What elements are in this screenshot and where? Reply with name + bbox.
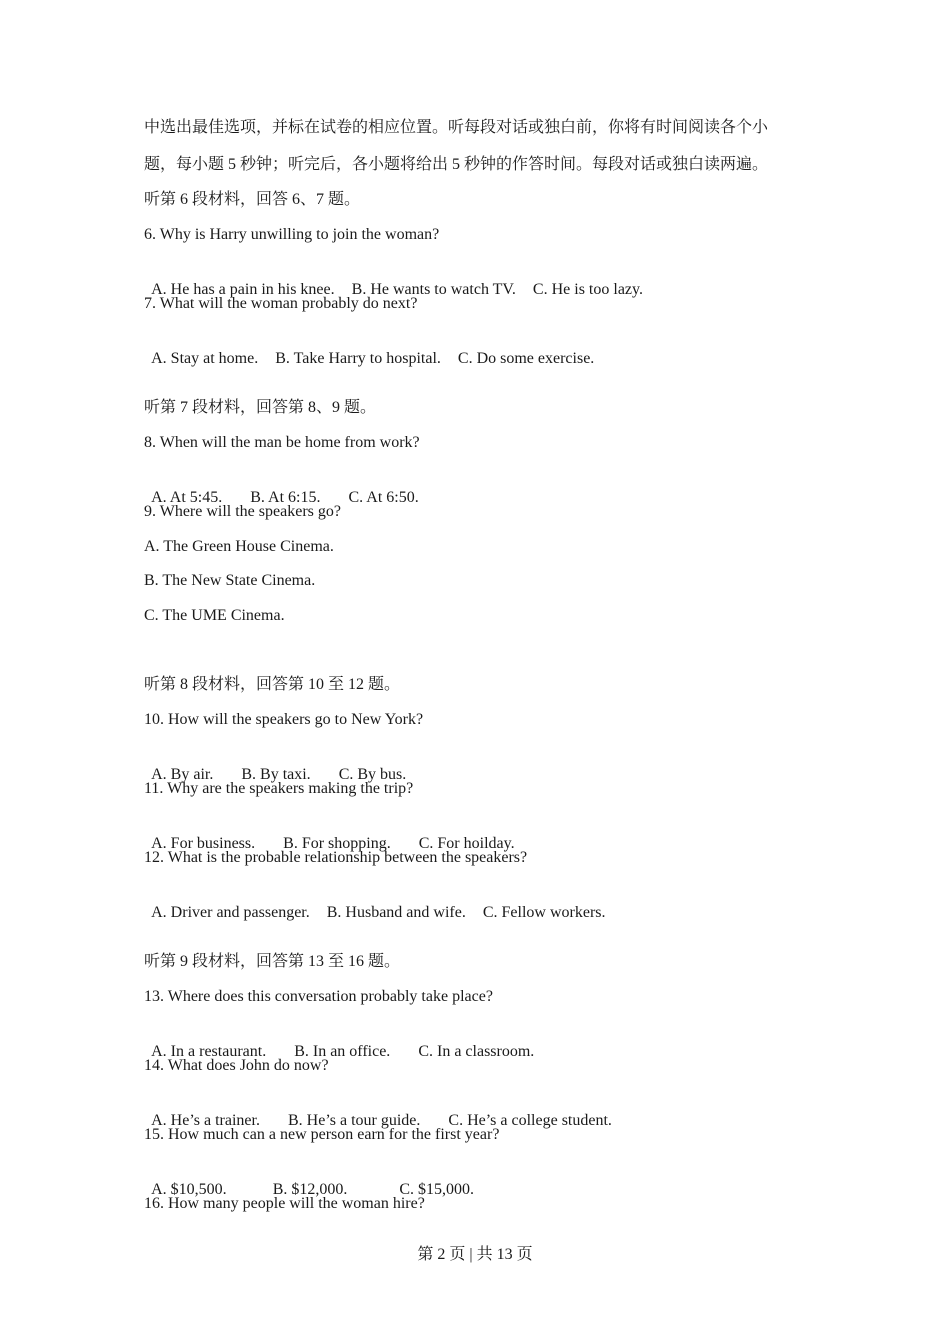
option-b: B. Husband and wife. (326, 904, 466, 921)
option-b: B. He wants to watch TV. (351, 281, 516, 298)
option-a: A. At 5:45. (151, 489, 223, 506)
question-text: 8. When will the man be home from work? (144, 434, 420, 451)
option-c: C. Fellow workers. (482, 904, 606, 921)
question-text: 12. What is the probable relationship between the speakers? (144, 849, 528, 866)
option-a: A. For business. (151, 835, 256, 852)
option-c: C. He is too lazy. (532, 281, 643, 298)
question-text: 13. Where does this conversation probably take place? (144, 988, 493, 1005)
option-b: B. $12,000. (272, 1181, 348, 1198)
question-text: 6. Why is Harry unwilling to join the woman? (144, 226, 440, 243)
instructions-line-1: 中选出最佳选项，并标在试卷的相应位置。听每段对话或独白前，你将有时间阅读各个小 (144, 119, 769, 136)
question-text: 14. What does John do now? (144, 1057, 329, 1074)
question-text: 10. How will the speakers go to New York? (144, 711, 424, 728)
option-c: C. The UME Cinema. (144, 607, 285, 624)
option-b: B. For shopping. (283, 835, 391, 852)
section-heading: 听第 7 段材料，回答第 8、9 题。 (144, 399, 377, 416)
option-a: A. By air. (151, 766, 214, 783)
option-c: C. At 6:50. (348, 489, 419, 506)
option-c: C. Do some exercise. (457, 350, 595, 367)
option-a: A. Driver and passenger. (151, 904, 310, 921)
options-row (144, 329, 594, 369)
option-a: A. In a restaurant. (151, 1043, 267, 1060)
option-c: C. He’s a college student. (448, 1112, 612, 1129)
section-heading: 听第 9 段材料，回答第 13 至 16 题。 (144, 953, 401, 970)
option-a: A. He’s a trainer. (151, 1112, 260, 1129)
options-row (144, 883, 606, 923)
question-text: 11. Why are the speakers making the trip? (144, 780, 414, 797)
section-heading: 听第 8 段材料，回答第 10 至 12 题。 (144, 676, 401, 693)
question-text: 7. What will the woman probably do next? (144, 295, 418, 312)
option-c: C. By bus. (338, 766, 407, 783)
option-b: B. In an office. (294, 1043, 391, 1060)
question-text: 16. How many people will the woman hire? (144, 1195, 425, 1212)
question-text: 15. How much can a new person earn for the first year? (144, 1126, 500, 1143)
section-heading: 听第 6 段材料，回答 6、7 题。 (144, 191, 361, 208)
option-a: A. Stay at home. (151, 350, 259, 367)
option-a: A. The Green House Cinema. (144, 538, 334, 555)
option-c: C. In a classroom. (418, 1043, 535, 1060)
page-footer: 第 2 页 | 共 13 页 (417, 1246, 533, 1263)
option-c: C. $15,000. (399, 1181, 475, 1198)
option-b: B. By taxi. (241, 766, 311, 783)
option-b: B. Take Harry to hospital. (275, 350, 441, 367)
option-b: B. He’s a tour guide. (287, 1112, 421, 1129)
option-b: B. At 6:15. (250, 489, 321, 506)
option-b: B. The New State Cinema. (144, 572, 316, 589)
question-text: 9. Where will the speakers go? (144, 503, 341, 520)
option-a: A. He has a pain in his knee. (151, 281, 335, 298)
instructions-line-2: 题，每小题 5 秒钟；听完后，各小题将给出 5 秒钟的作答时间。每段对话或独白读两遍。 (144, 156, 769, 173)
option-c: C. For hoilday. (418, 835, 515, 852)
option-a: A. $10,500. (151, 1181, 227, 1198)
